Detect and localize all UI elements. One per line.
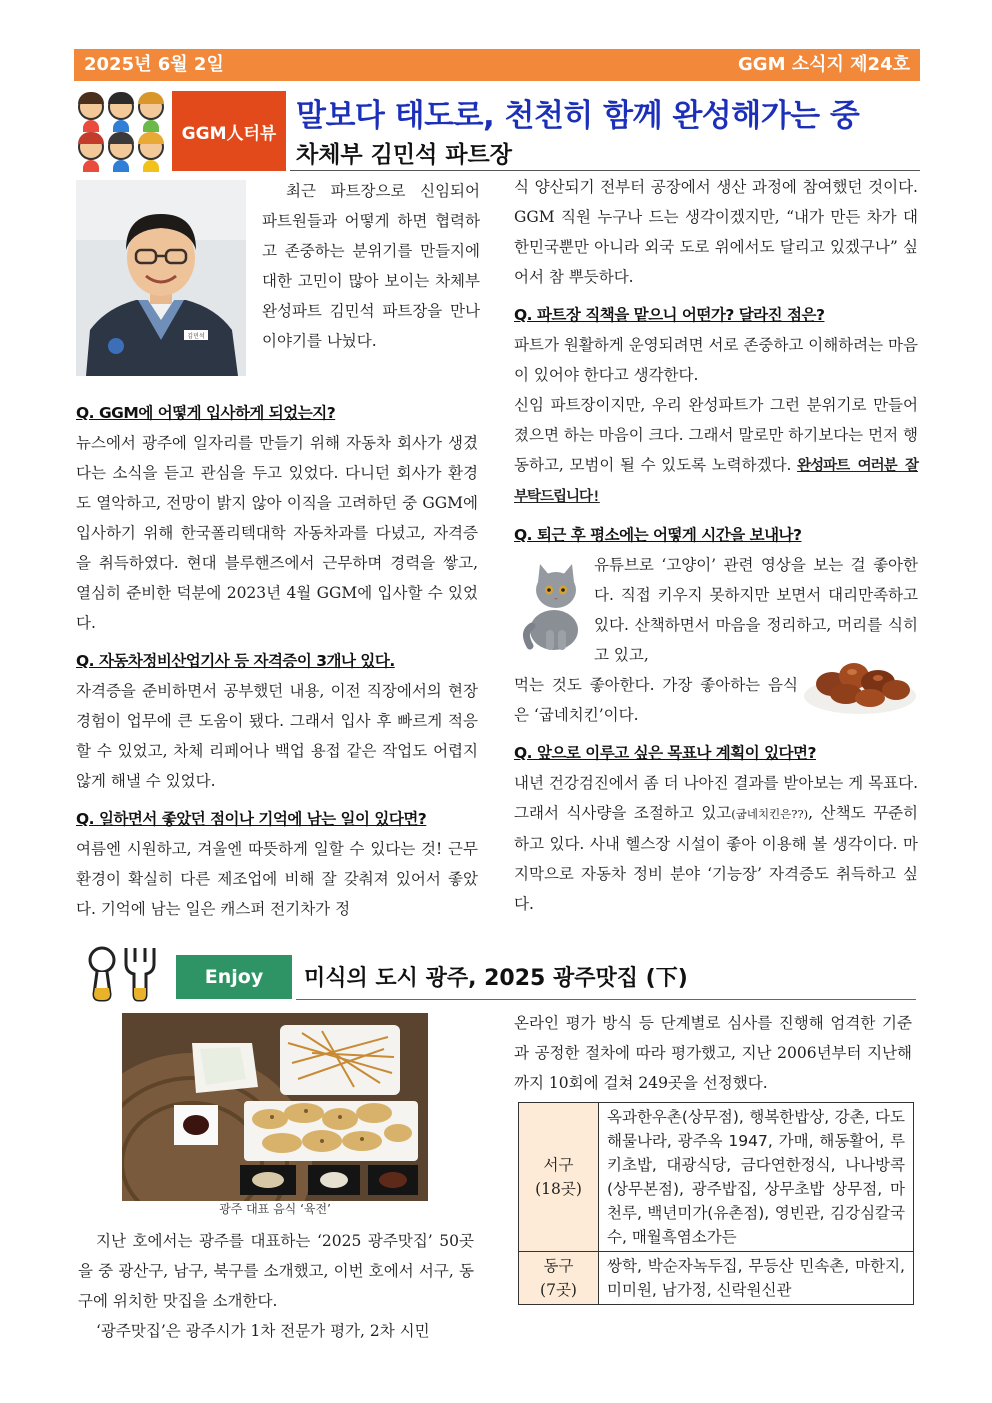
table-row	[519, 1103, 914, 1252]
interview-left-column	[76, 392, 478, 924]
enjoy-paragraph-2: ‘광주맛집’은 광주시가 1차 전문가 평가, 2차 시민	[96, 1322, 430, 1340]
interview-intro: 최근 파트장으로 신임되어 파트원들과 어떻게 하면 협력하고 존중하는 분위기를 만들지에 대한 고민이 많아 보이는 차체부 완성파트 김민석 파트장을 만나 이야기를 나눴다.	[262, 182, 480, 350]
interview-badge: GGM人터뷰	[172, 91, 286, 171]
restaurant-list-cell: 옥과한우촌(상무점), 행복한밥상, 강촌, 다도해물나라, 광주옥 1947, 가매, 해동활어, 루키초밥, 대광식당, 금다연한정식, 나나방콕(상무본점), 광주밥집, 상무초밥 상무점, 마천루, 백년미가(유촌점), 영빈관, 김강심칼국수, 매월흑염소가든	[599, 1103, 914, 1252]
answer-3-continued: 식 양산되기 전부터 공장에서 생산 과정에 참여했던 것이다. GGM 직원 누구나 드는 생각이겠지만, “내가 만든 차가 대한민국뿐만 아니라 외국 도로 위에서도 달리고 있겠구나” 싶어서 참 뿌듯하다.	[514, 178, 918, 286]
person-icon	[138, 94, 164, 120]
answer-6-aside: (굽네치킨은??)	[731, 807, 809, 821]
divider	[290, 170, 920, 171]
answer-4a: 파트가 원활하게 운영되려면 서로 존중하고 이해하려는 마음이 있어야 한다고 생각한다.	[514, 336, 918, 384]
people-group-icon	[76, 92, 168, 170]
question-5: Q. 퇴근 후 평소에는 어떻게 시간을 보내나?	[514, 526, 802, 544]
table-row	[519, 1252, 914, 1305]
issue-date: 2025년 6월 2일	[84, 54, 224, 75]
answer-4b: 신임 파트장이지만, 우리 완성파트가 그런 분위기로 만들어졌으면 하는 마음이 크다. 그래서 말로만 하기보다는 먼저 행동하고, 모범이 될 수 있도록 노력하겠다. 완성파트 여러분 잘 부탁드립니다!	[514, 396, 919, 505]
question-4: Q. 파트장 직책을 맡으니 어떤가? 달라진 점은?	[514, 306, 825, 324]
answer-5b: 먹는 것도 좋아한다. 가장 좋아하는 음식은 ‘굽네치킨’이다.	[514, 676, 798, 724]
issue-number: GGM 소식지 제24호	[738, 54, 910, 75]
yukjeon-photo	[122, 1013, 428, 1201]
enjoy-right-text	[514, 1008, 912, 1098]
question-3: Q. 일하면서 좋았던 점이나 기억에 남는 일이 있다면?	[76, 810, 427, 828]
cat-icon	[516, 560, 586, 652]
interview-right-column	[514, 172, 918, 919]
person-icon	[138, 134, 164, 160]
handwritten-greeting: 완성파트 여러분 잘 부탁드립니다!	[514, 458, 919, 505]
photo-caption: 광주 대표 음식 ‘육전’	[219, 1202, 331, 1216]
answer-5a: 유튜브로 ‘고양이’ 관련 영상을 보는 걸 좋아한다. 직접 키우지 못하지만 보면서 대리만족하고 있다. 산책하면서 마음을 정리하고, 머리를 식히고 있고,	[594, 556, 918, 664]
area-cell: 서구 (18곳)	[519, 1103, 599, 1252]
enjoy-badge: Enjoy	[176, 955, 292, 999]
question-2: Q. 자동차정비산업기사 등 자격증이 3개나 있다.	[76, 652, 395, 670]
interview-subhead: 차체부 김민석 파트장	[296, 142, 512, 168]
answer-2: 자격증을 준비하면서 공부했던 내용, 이전 직장에서의 현장 경험이 업무에 큰 도움이 됐다. 그래서 입사 후 빠르게 적응할 수 있었고, 차체 리페어나 백업 용접 같은 작업도 어렵지 않게 해낼 수 있었다.	[76, 682, 478, 790]
area-cell: 동구 (7곳)	[519, 1252, 599, 1305]
person-icon	[108, 94, 134, 120]
interview-headline: 말보다 태도로, 천천히 함께 완성해가는 중	[296, 98, 860, 134]
name-tag-text: 김민석	[187, 333, 205, 340]
person-icon	[108, 134, 134, 160]
newsletter-header-bar	[74, 49, 920, 81]
person-icon	[78, 94, 104, 120]
question-1: Q. GGM에 어떻게 입사하게 되었는지?	[76, 404, 336, 422]
answer-1: 뉴스에서 광주에 일자리를 만들기 위해 자동차 회사가 생겼다는 소식을 듣고 관심을 두고 있었다. 다니던 회사가 환경도 열악하고, 전망이 밝지 않아 이직을 고려하던 중 GGM에 입사하기 위해 한국폴리텍대학 자동차과를 다녔고, 자격증을 취득하였다. 현대 블루핸즈에서 근무하며 경력을 쌓고, 열심히 준비한 덕분에 2023년 4월 GGM에 입사할 수 있었다.	[76, 434, 478, 632]
enjoy-paragraph-1: 지난 호에서는 광주를 대표하는 ‘2025 광주맛집’ 50곳을 중 광산구, 남구, 북구를 소개했고, 이번 호에서 서구, 동구에 위치한 맛집을 소개한다.	[78, 1232, 474, 1310]
divider	[296, 999, 916, 1000]
question-6: Q. 앞으로 이루고 싶은 목표나 계획이 있다면?	[514, 744, 816, 762]
enjoy-paragraph-3: 온라인 평가 방식 등 단계별로 심사를 진행해 엄격한 기준과 공정한 절차에 따라 평가했고, 지난 2006년부터 지난해까지 10회에 걸쳐 249곳을 선정했다.	[514, 1014, 912, 1092]
interviewee-photo	[76, 180, 246, 376]
answer-6: 내년 건강검진에서 좀 더 나아진 결과를 받아보는 게 목표다. 그래서 식사량을 조절하고 있고(굽네치킨은??), 산책도 꾸준히 하고 있다. 사내 헬스장 시설이 좋아 이용해 볼 생각이다. 마지막으로 자동차 정비 분야 ‘기능장’ 자격증도 취득하고 싶다.	[514, 774, 918, 913]
restaurant-list-cell: 쌍학, 박순자녹두집, 무등산 민속촌, 마한지, 미미원, 남가정, 신락원신관	[599, 1252, 914, 1305]
spoon-fork-icon	[84, 944, 156, 1004]
restaurant-table	[518, 1102, 914, 1305]
roast-chicken-icon	[802, 640, 918, 716]
answer-3: 여름엔 시원하고, 겨울엔 따뜻하게 일할 수 있다는 것! 근무환경이 확실히 다른 제조업에 비해 잘 갖춰져 있어서 좋았다. 기억에 남는 일은 캐스퍼 전기차가 정	[76, 840, 478, 918]
enjoy-title: 미식의 도시 광주, 2025 광주맛집 (下)	[304, 966, 688, 991]
enjoy-left-text	[78, 1226, 474, 1346]
person-icon	[78, 134, 104, 160]
